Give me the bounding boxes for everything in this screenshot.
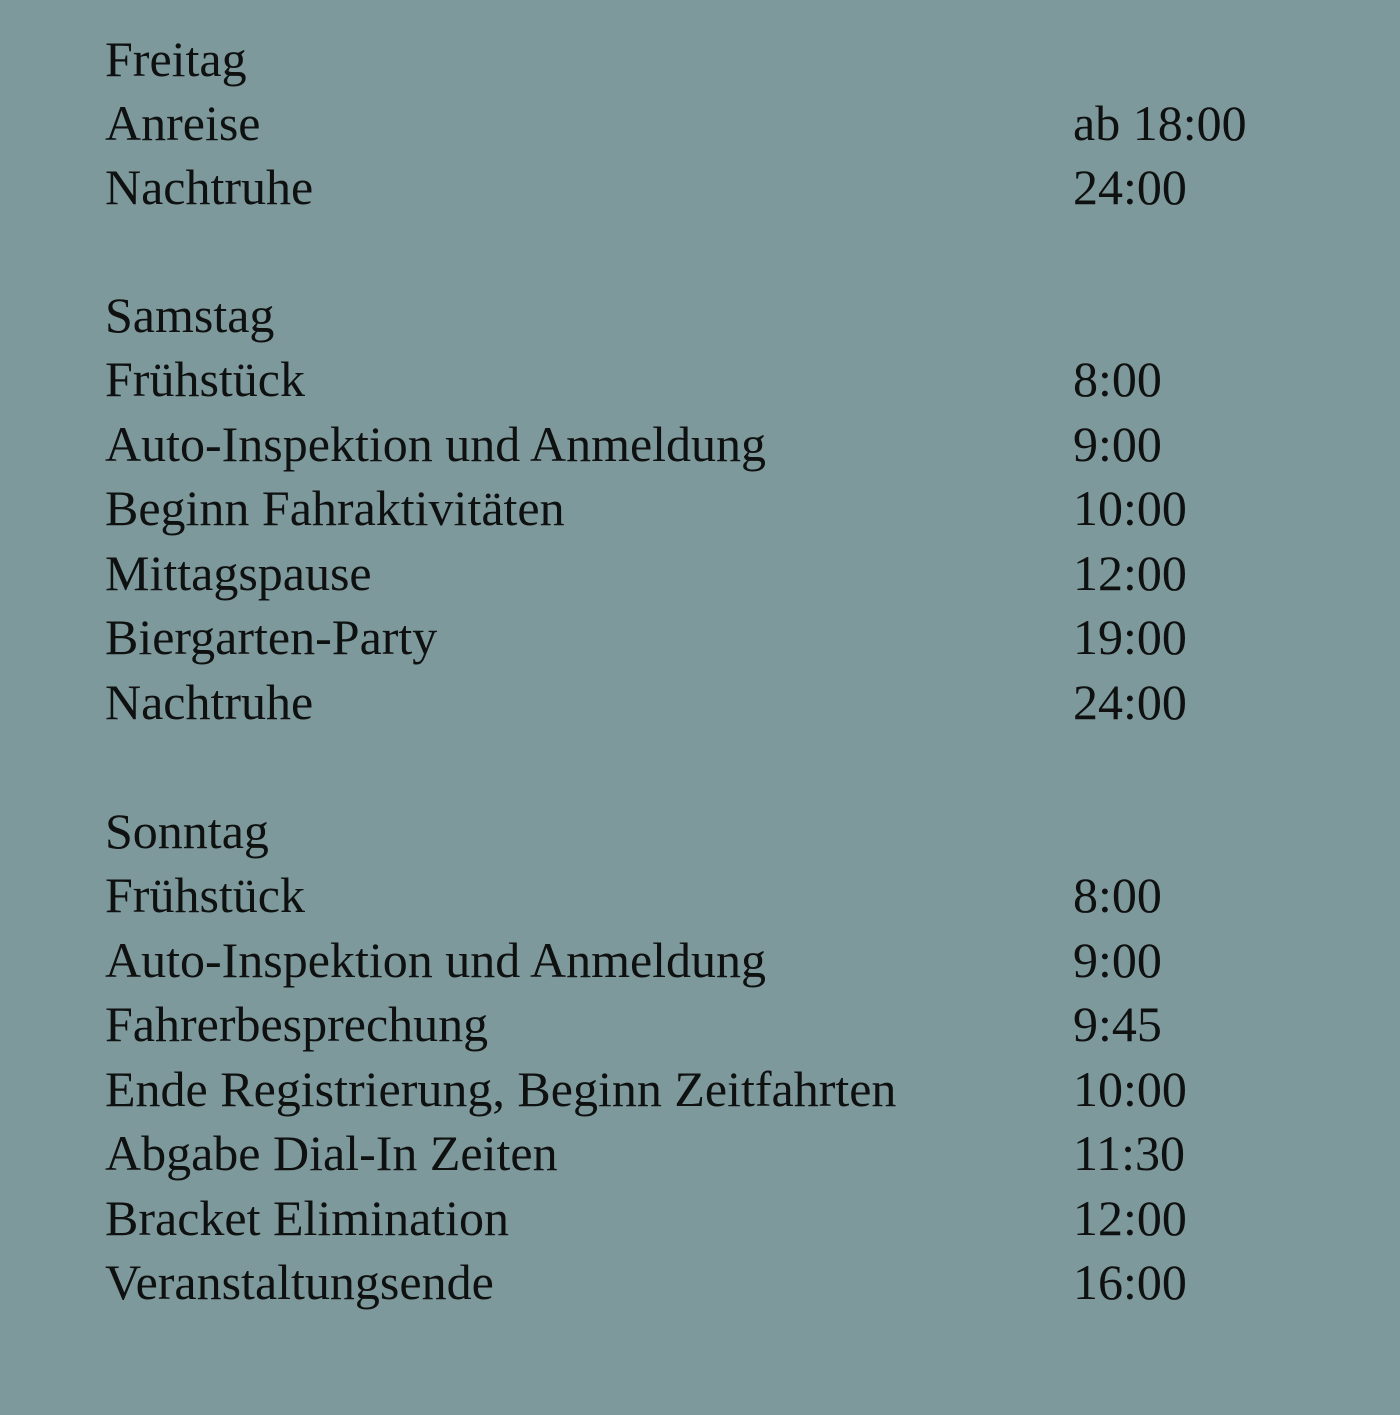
schedule-item-label: Abgabe Dial-In Zeiten [105,1125,558,1181]
schedule-item-label: Auto-Inspektion und Anmeldung [105,932,767,988]
schedule-item-time: 9:45 [1073,996,1162,1052]
schedule-row [105,1190,1305,1249]
schedule-item-label: Ende Registrierung, Beginn Zeitfahrten [105,1061,897,1117]
schedule-item-time: 10:00 [1073,1061,1187,1117]
schedule-item-time: 12:00 [1073,545,1187,601]
schedule-item-time: 24:00 [1073,159,1187,215]
schedule-row [105,480,1305,539]
schedule-row [105,1125,1305,1184]
schedule-row [105,545,1305,604]
schedule-item-label: Veranstaltungsende [105,1254,494,1310]
schedule-row [105,867,1305,926]
schedule-item-time: ab 18:00 [1073,95,1247,151]
schedule-item-label: Mittagspause [105,545,372,601]
schedule-row [105,609,1305,668]
schedule-item-label: Frühstück [105,351,305,407]
schedule-item-label: Auto-Inspektion und Anmeldung [105,416,767,472]
schedule-item-time: 9:00 [1073,932,1162,988]
schedule-row [105,159,1305,218]
schedule-row [105,1061,1305,1120]
day-heading-freitag: Freitag [105,31,247,87]
schedule-item-time: 24:00 [1073,674,1187,730]
schedule-item-label: Fahrerbesprechung [105,996,489,1052]
schedule-item-time: 9:00 [1073,416,1162,472]
schedule-item-time: 11:30 [1073,1125,1186,1181]
schedule-row [105,416,1305,475]
schedule-item-time: 19:00 [1073,609,1187,665]
schedule-row [105,932,1305,991]
schedule-item-label: Nachtruhe [105,159,314,215]
schedule-item-label: Frühstück [105,867,305,923]
schedule-item-label: Biergarten-Party [105,609,438,665]
schedule-item-label: Nachtruhe [105,674,314,730]
schedule-item-time: 10:00 [1073,480,1187,536]
schedule-item-time: 16:00 [1073,1254,1187,1310]
schedule-row [105,674,1305,733]
schedule-item-label: Beginn Fahraktivitäten [105,480,565,536]
schedule-row [105,1254,1305,1313]
schedule-item-time: 12:00 [1073,1190,1187,1246]
schedule-row [105,351,1305,410]
schedule-item-label: Bracket Elimination [105,1190,510,1246]
schedule-item-label: Anreise [105,95,261,151]
schedule-row [105,996,1305,1055]
day-heading-sonntag: Sonntag [105,803,269,859]
schedule-row [105,95,1305,154]
schedule-item-time: 8:00 [1073,351,1162,407]
day-heading-samstag: Samstag [105,287,275,343]
schedule-item-time: 8:00 [1073,867,1162,923]
